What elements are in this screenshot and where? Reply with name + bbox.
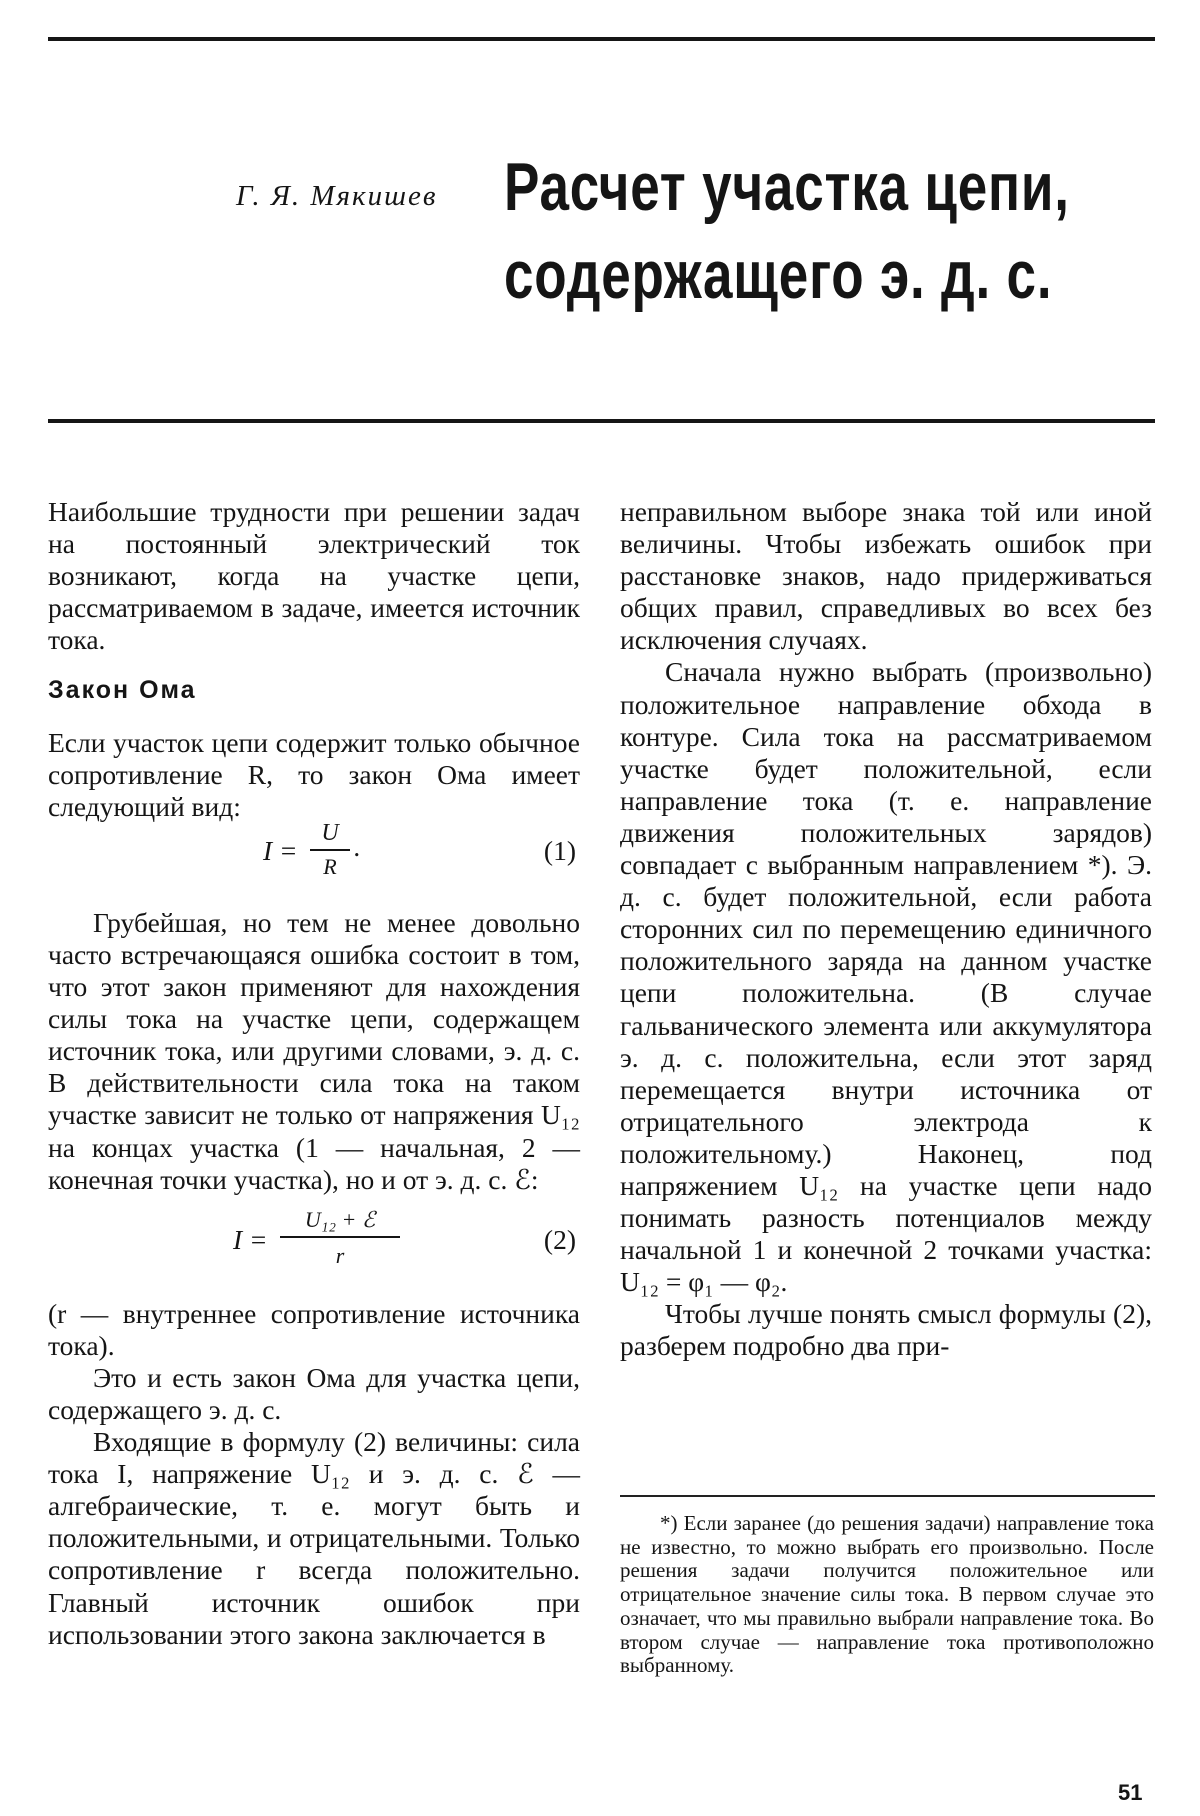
examples-paragraph: Чтобы лучше понять смысл формулы (2), разберем подробно два при- [620,1298,1152,1362]
intro-paragraph: Наибольшие трудности при решении задач на постоянный электрический ток возникают, когда на участке цепи, рассматриваемом в задаче, имеется источник тока. [48,496,580,656]
title-line-1: Расчет участка цепи, [504,149,1070,225]
error-paragraph: Грубейшая, но тем не менее довольно часто встречающаяся ошибка состоит в том, что этот закон применяют для нахождения силы тока на участке цепи, содержащем источник тока, или другими словами, э. д. с. В действительности сила тока на таком участке зависит не только от напряжения U₁₂ на концах участка (1 — начальная, 2 — конечная точки участка), но и от э. д. с. ℰ: [48,906,580,1195]
article-title [504,143,1070,319]
section-heading: Закон Ома [48,676,197,705]
formula-1-tail: . [354,830,361,862]
top-rule [48,37,1155,41]
formula-2-fraction-bar [280,1236,400,1238]
formula-2-numerator: U₁₂ + ℰ [304,1206,376,1232]
formula-1-lhs: I = [263,834,298,866]
footnote-rule [620,1495,1155,1497]
quantities-paragraph: Входящие в формулу (2) величины: сила тока I, напряжение U₁₂ и э. д. с. ℰ — алгебраические, т. е. могут быть и положительными, и отрицательными. Только сопротивление r всегда положительно. Главный источник ошибок при использовании этого закона заключается в [48,1426,580,1650]
formula-2-denominator: r [335,1242,345,1268]
left-column [48,496,580,1651]
author-name: Г. Я. Мякишев [236,180,438,212]
right-column [620,496,1152,1363]
continuation-paragraph: неправильном выборе знака той или иной величины. Чтобы избежать ошибок при расстановке знаков, надо придерживаться общих правил, справедливых во всех без исключения случаях. [620,496,1152,656]
page-number: 51 [1118,1780,1143,1805]
formula-2-lhs: I = [233,1223,268,1255]
formula-1 [48,819,580,885]
header-bottom-rule [48,419,1155,423]
formula-1-number: (1) [543,834,576,866]
ohm-paragraph: Если участок цепи содержит только обычное сопротивление R, то закон Ома имеет следующий вид: [48,726,580,822]
formula-1-denominator: R [323,853,337,879]
formula-1-numerator: U [321,819,339,846]
direction-paragraph: Сначала нужно выбрать (произвольно) положительное направление обхода в контуре. Сила тока на рассматриваемом участке будет положительной, если направление тока (т. е. направление движения положительных зарядов) совпадает с выбранным направлением *). Э. д. с. будет положительной, если работа сторонних сил по перемещению единичного положительного заряда на данном участке цепи положительна. (В случае гальванического элемента или аккумулятора э. д. с. положительна, если этот заряд перемещается внутри источника от отрицательного электрода к положительному.) Наконец, под напряжением U₁₂ на участке цепи надо понимать разность потенциалов между начальной 1 и конечной 2 точками участка: U₁₂ = φ₁ — φ₂. [620,656,1152,1298]
formula-2-number: (2) [543,1223,576,1255]
formula-2 [48,1206,580,1276]
footnote: *) Если заранее (до решения задачи) направление тока не известно, то можно выбрать его произвольно. После решения задачи получится положительное или отрицательное значение силы тока. В первом случае это означает, что мы правильно выбрали направление тока. Во втором случае — направление тока противоположно выбранному. [620,1511,1154,1678]
internal-resistance-paragraph: (r — внутреннее сопротивление источника тока). [48,1297,580,1361]
title-line-2: содержащего э. д. с. [504,237,1053,313]
law-paragraph: Это и есть закон Ома для участка цепи, содержащего э. д. с. [48,1361,580,1425]
